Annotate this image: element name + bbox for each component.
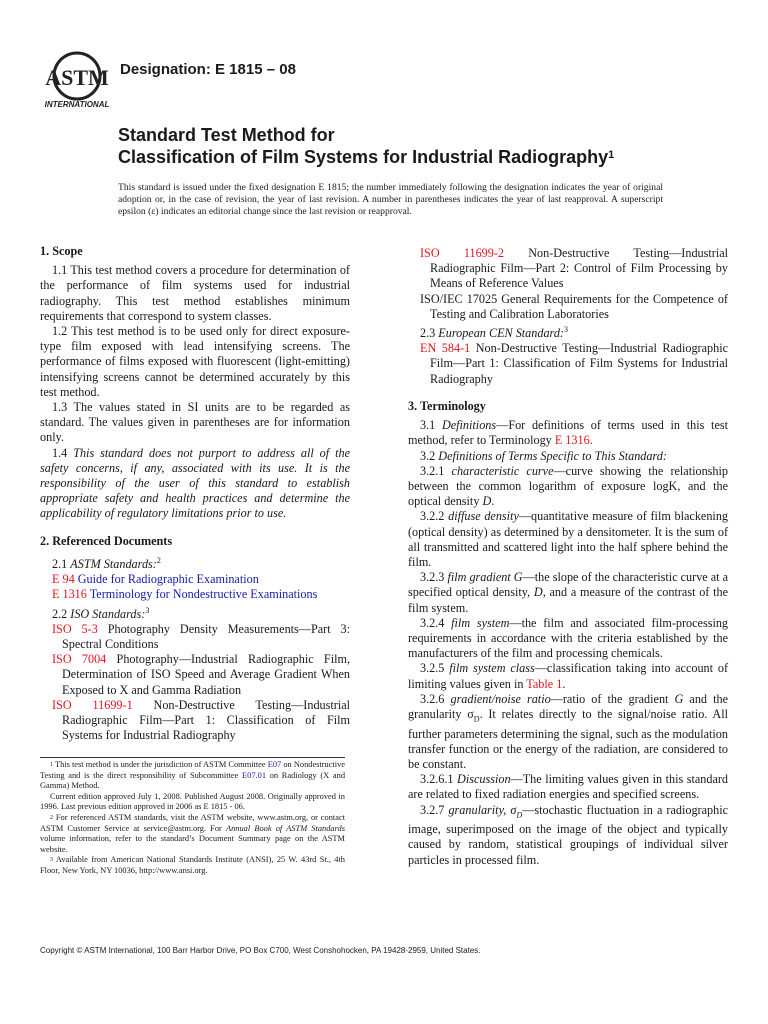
term-3-2-7: 3.2.7 granularity, $\sigma_D—stochastic$ fluctuation in a radiographic image, superimposed on the image of the object and typically caused by random, statistical groupings of individual silver particles in processed film.: [408, 802, 728, 867]
ref-iso-11699-1: ISO 11699-1 Non-Destructive Testing—Industrial Radiographic Film—Part 1: Classification of Film Systems for Industrial Radiography: [52, 697, 350, 743]
term-3-2-4: 3.2.4 film system—the film and associated film-processing requirements in accordance with the criteria established by the manufacturers of the film and processing chemicals.: [408, 615, 729, 661]
term-3-2-6: 3.2.6 gradient/noise ratio—ratio of the gradient G and the granularity $\sigma_D$. It relates directly to the signal/noise ratio. All further parameters determining the signal, such as the modulation transfer function or the energy of the radiation, are considered to be constant.: [408, 691, 728, 771]
ref-iso-7004: ISO 7004 Photography—Industrial Radiographic Film, Determination of ISO Speed and Average Gradient When Exposed to X and Gamma Radiation: [52, 652, 350, 697]
astm-logo: [42, 50, 112, 110]
ref-e1316[interactable]: E 1316 Terminology for Nondestructive Examinations: [52, 587, 318, 602]
iso-standards-label: 2.2 ISO Standards:$^3$: [52, 605, 150, 621]
scope-1-4: 1.4 This standard does not purport to address all of the safety concerns, if any, associated with its use. It is the responsibility of the user of this standard to establish appropriate safety and health practices and determine the applicability of regulatory limitations prior to use.: [40, 445, 350, 521]
footnote-2: $^2$ For referenced ASTM standards, visit the ASTM website, www.astm.org, or contact ASTM Customer Service at service@astm.org. For Annual Book of ASTM Standards volume information, refer to the standard’s Document Summary page on the ASTM website.: [40, 812, 345, 854]
term-3-1: 3.1 Definitions—For definitions of terms used in this test method, refer to Terminology E 1316.: [408, 418, 728, 448]
left-column: [40, 244, 350, 743]
astm-standards-label: 2.1 ASTM Standards:$^2$: [52, 555, 161, 571]
ref-iso-5-3: ISO 5-3 Photography Density Measurements—Part 3: Spectral Conditions: [52, 621, 350, 651]
term-3-2-1: 3.2.1 characteristic curve—curve showing the relationship between the common logarithm of exposure logK, and the optical density D.: [408, 463, 728, 509]
term-3-2-2: 3.2.2 diffuse density—quantitative measure of film blackening (optical density) as determined by a densitometer. It is the sum of all transmitted and scattered light into the half sphere behind the film.: [408, 509, 729, 569]
ref-iso-11699-2: ISO 11699-2 Non-Destructive Testing—Industrial Radiographic Film—Part 2: Control of Film Processing by Means of Reference Values: [420, 246, 729, 291]
section-terminology-heading: 3. Terminology: [408, 398, 486, 413]
ref-en-584-1: EN 584-1 Non-Destructive Testing—Industrial Radiographic Film—Part 1: Classification of Film Systems for Industrial Radiography: [420, 341, 729, 386]
section-refdocs-heading: 2. Referenced Documents: [40, 533, 173, 548]
copyright-footer: Copyright © ASTM International, 100 Barr Harbor Drive, PO Box C700, West Conshohocken, PA 19428-2959, United States.: [40, 946, 481, 955]
scope-1-3: 1.3 The values stated in SI units are to be regarded as standard. The values given in parentheses are for information only.: [40, 400, 350, 445]
cen-standard-label: 2.3 European CEN Standard:$^3$: [420, 325, 568, 341]
scope-1-2: 1.2 This test method is to be used only for direct exposure-type film exposed with lead intensifying screens. The performance of films exposed with fluorescent (light-emitting) intensifying screens cannot be determined accurately by this test method.: [40, 324, 350, 399]
ref-iso-iec-17025: ISO/IEC 17025 General Requirements for the Competence of Testing and Calibration Laboratories: [420, 291, 728, 321]
astm-logo-graphic: [42, 50, 112, 110]
document-title: [118, 124, 614, 168]
term-3-2: 3.2 Definitions of Terms Specific to This Standard:: [420, 448, 667, 463]
title-line-1: Standard Test Method for: [118, 125, 335, 145]
section-scope-heading: 1. Scope: [40, 244, 83, 258]
svg-text:ASTM: ASTM: [45, 65, 109, 90]
footnote-1-edition: Current edition approved July 1, 2008. Published August 2008. Originally approved in 1996. Last previous edition approved in 2006 as E 1815 - 06.: [40, 791, 345, 812]
term-3-2-6-1: 3.2.6.1 Discussion—The limiting values given in this standard are related to fixed radiation energies and specified screens.: [408, 772, 729, 802]
footnote-3: $^3$ Available from American National Standards Institute (ANSI), 25 W. 43rd St., 4th Floor, New York, NY 10036, http://www.ansi.org.: [40, 855, 345, 875]
svg-text:INTERNATIONAL: INTERNATIONAL: [44, 100, 110, 109]
ref-e94[interactable]: E 94 Guide for Radiographic Examination: [52, 572, 259, 587]
scope-1-1: 1.1 This test method covers a procedure for determination of the performance of film systems used for industrial radiography. This test method establishes minimum requirements that correspond to system classes.: [40, 263, 350, 323]
footnotes: [40, 757, 345, 877]
title-footnote-marker: 1: [608, 149, 615, 161]
footnote-1: $^1$ This test method is under the jurisdiction of ASTM Committee E07 on Nondestructive Testing and is the direct responsibility of Subcommittee E07.01 on Radiology (X and Gamma) Method.: [40, 760, 346, 791]
term-3-2-3: 3.2.3 film gradient G—the slope of the characteristic curve at a specified optical density, D, and a measure of the contrast of the film system.: [408, 570, 729, 615]
title-line-2: Classification of Film Systems for Industrial Radiography$^1$: [118, 147, 615, 167]
term-3-2-5: 3.2.5 film system class—classification taking into account of limiting values given in Table 1.: [408, 661, 729, 691]
preamble: This standard is issued under the fixed designation E 1815; the number immediately following the designation indicates the year of original adoption or, in the case of revision, the year of last revision. A number in parentheses indicates the year of last reapproval. A superscript epsilon (ε) indicates an editorial change since the last revision or reapproval.: [118, 182, 663, 217]
designation: Designation: E 1815 – 08: [120, 61, 296, 78]
right-column: [408, 246, 728, 868]
